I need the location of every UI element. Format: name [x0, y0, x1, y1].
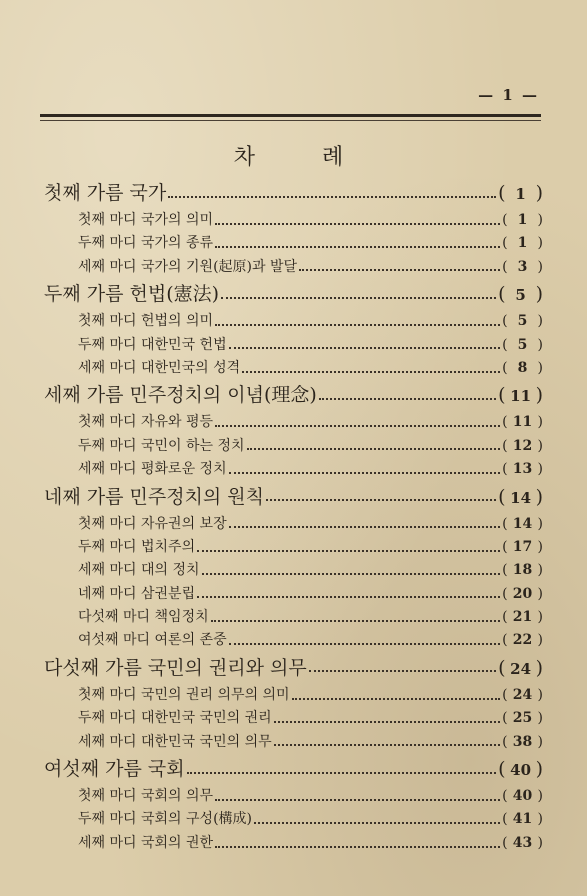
section-title: 첫째 마디 자유와 평등 [78, 414, 214, 431]
page-ref-number: 3 [517, 258, 528, 275]
page-ref-number: 11 [512, 414, 533, 431]
dot-leader [229, 526, 500, 528]
dot-leader [299, 269, 500, 271]
section-title: 첫째 마디 국민의 권리 의무의 의미 [78, 686, 290, 703]
page-ref: ( 20 ) [502, 583, 543, 606]
page-ref: ( 40 ) [502, 785, 543, 808]
section-title: 첫째 마디 헌법의 의미 [78, 313, 214, 330]
toc-section-row [44, 707, 543, 730]
dot-leader [215, 324, 500, 326]
dot-leader [221, 297, 496, 299]
page-ref-number: 5 [517, 313, 528, 330]
page-ref: ( 14 ) [502, 513, 543, 536]
dot-leader [229, 643, 500, 645]
page-ref: ( 11 ) [502, 411, 543, 434]
page-ref: ( 40 ) [498, 754, 543, 786]
dot-leader [319, 398, 496, 400]
toc-section-row [44, 209, 543, 232]
page-ref-number: 25 [512, 710, 533, 727]
page-ref: ( 25 ) [502, 707, 543, 730]
section-title: 세째 마디 국회의 권한 [78, 834, 214, 851]
dot-leader [187, 772, 497, 774]
section-title: 다섯째 마디 책임정치 [78, 609, 209, 626]
toc-chapter-row [44, 279, 543, 310]
page-ref: ( 5 ) [498, 279, 543, 311]
toc-section-row [44, 559, 543, 582]
toc-title: 차 례 [233, 145, 374, 170]
page-ref: ( 3 ) [502, 256, 543, 279]
page-ref-number: 40 [510, 761, 532, 780]
section-title: 세째 마디 대한민국 국민의 의무 [78, 733, 272, 750]
toc-section-row [44, 435, 543, 458]
page-ref-number: 1 [517, 235, 528, 252]
page-ref: ( 24 ) [498, 653, 543, 685]
page-ref: ( 41 ) [502, 808, 543, 831]
toc-chapter-row [44, 380, 543, 411]
page-ref-number: 11 [510, 387, 532, 406]
section-title: 첫째 마디 국가의 의미 [78, 212, 214, 228]
header-rule [40, 114, 541, 117]
page-ref: ( 5 ) [502, 334, 543, 357]
toc-section-row [44, 808, 543, 831]
toc-section-row [44, 684, 543, 707]
dot-leader [292, 698, 500, 700]
dot-leader [197, 596, 500, 598]
toc-section-row [44, 458, 543, 481]
section-title: 두째 마디 국가의 종류 [78, 235, 214, 252]
toc-section-row [44, 785, 543, 808]
chapter-title: 첫째 가름 국가 [44, 182, 167, 204]
toc-section-row [44, 606, 543, 629]
page-ref: ( 1 ) [502, 209, 543, 232]
dot-leader [229, 472, 500, 474]
dot-leader [229, 347, 500, 349]
page-ref-number: 24 [510, 659, 532, 678]
header-rule-thin [40, 120, 541, 121]
section-title: 두째 마디 국회의 구성(構成) [78, 811, 252, 828]
toc-chapter-row [44, 653, 543, 684]
toc-chapter-row [44, 178, 543, 209]
toc-section-row [44, 583, 543, 606]
page-number: — 1 — [478, 86, 539, 104]
page-ref: ( 14 ) [498, 482, 543, 514]
page-ref: ( 21 ) [502, 606, 543, 629]
page-ref: ( 13 ) [502, 458, 543, 481]
chapter-title: 세째 가름 민주정치의 이념(理念) [44, 384, 317, 407]
dot-leader [274, 721, 500, 723]
dot-leader [247, 448, 500, 450]
page-ref-number: 40 [512, 788, 533, 805]
section-title: 두째 마디 국민이 하는 정치 [78, 437, 245, 454]
toc-section-row [44, 536, 543, 559]
toc-section-row [44, 334, 543, 357]
page-ref: ( 22 ) [502, 629, 543, 652]
dot-leader [309, 670, 496, 672]
dot-leader [274, 744, 500, 746]
page-ref: ( 38 ) [502, 731, 543, 754]
page-ref-number: 8 [517, 359, 528, 376]
page-ref-number: 17 [512, 538, 533, 555]
chapter-title: 네째 가름 민주정치의 원칙 [44, 485, 265, 508]
page-ref-number: 21 [512, 609, 533, 626]
page-ref-number: 13 [512, 461, 533, 478]
page-ref-number: 14 [510, 488, 532, 507]
toc-section-row [44, 310, 543, 333]
chapter-title: 두째 가름 헌법(憲法) [44, 283, 220, 306]
toc-section-row [44, 256, 543, 279]
page-ref: ( 1 ) [502, 232, 543, 255]
dot-leader [242, 371, 500, 373]
toc-section-row [44, 357, 543, 380]
toc-section-row [44, 232, 543, 255]
section-title: 세째 마디 대의 정치 [78, 562, 200, 579]
page-ref: ( 17 ) [502, 536, 543, 559]
page-ref-number: 20 [512, 585, 533, 602]
section-title: 네째 마디 삼권분립 [78, 585, 196, 602]
toc-section-row [44, 513, 543, 536]
page-ref-number: 12 [512, 437, 533, 454]
toc-section-row [44, 832, 543, 855]
page-ref-number: 5 [517, 336, 528, 353]
page-ref-number: 38 [512, 733, 533, 750]
dot-leader [197, 550, 500, 552]
section-title: 두째 마디 대한민국 헌법 [78, 336, 227, 353]
page-ref: ( 18 ) [502, 559, 543, 582]
chapter-title: 여섯째 가름 국회 [44, 758, 185, 781]
section-title: 세째 마디 대한민국의 성격 [78, 359, 241, 376]
page-ref-number: 24 [512, 686, 533, 703]
table-of-contents [44, 178, 543, 855]
dot-leader [202, 573, 501, 575]
dot-leader [215, 846, 500, 848]
toc-section-row [44, 731, 543, 754]
section-title: 첫째 마디 자유권의 보장 [78, 515, 227, 532]
page-ref-number: 1 [515, 185, 526, 203]
page-ref-number: 43 [512, 834, 533, 851]
dot-leader [215, 246, 500, 248]
page-ref-number: 22 [512, 632, 533, 649]
section-title: 여섯째 마디 여론의 존중 [78, 632, 227, 649]
toc-chapter-row [44, 482, 543, 513]
dot-leader [215, 799, 500, 801]
dot-leader [168, 196, 496, 198]
dot-leader [215, 223, 500, 225]
dot-leader [266, 499, 496, 501]
page-ref: ( 43 ) [502, 832, 543, 855]
toc-section-row [44, 629, 543, 652]
page-ref-number: 1 [517, 212, 528, 228]
page-ref: ( 12 ) [502, 435, 543, 458]
page-ref: ( 1 ) [498, 178, 543, 210]
page-ref: ( 11 ) [498, 380, 543, 412]
page-ref-number: 41 [512, 811, 533, 828]
toc-chapter-row [44, 754, 543, 785]
page-ref: ( 5 ) [502, 310, 543, 333]
section-title: 두째 마디 법치주의 [78, 538, 196, 555]
section-title: 첫째 마디 국회의 의무 [78, 788, 214, 805]
page-ref-number: 18 [512, 562, 533, 579]
section-title: 두째 마디 대한민국 국민의 권리 [78, 710, 272, 727]
dot-leader [211, 620, 500, 622]
chapter-title: 다섯째 가름 국민의 권리와 의무 [44, 656, 307, 679]
page-ref-number: 5 [515, 286, 526, 305]
section-title: 세째 마디 국가의 기원(起原)과 발달 [78, 258, 298, 275]
dot-leader [215, 425, 500, 427]
toc-section-row [44, 411, 543, 434]
section-title: 세째 마디 평화로운 정치 [78, 461, 227, 478]
page-ref: ( 24 ) [502, 684, 543, 707]
page-ref-number: 14 [512, 515, 533, 532]
page-ref: ( 8 ) [502, 357, 543, 380]
dot-leader [254, 822, 500, 824]
